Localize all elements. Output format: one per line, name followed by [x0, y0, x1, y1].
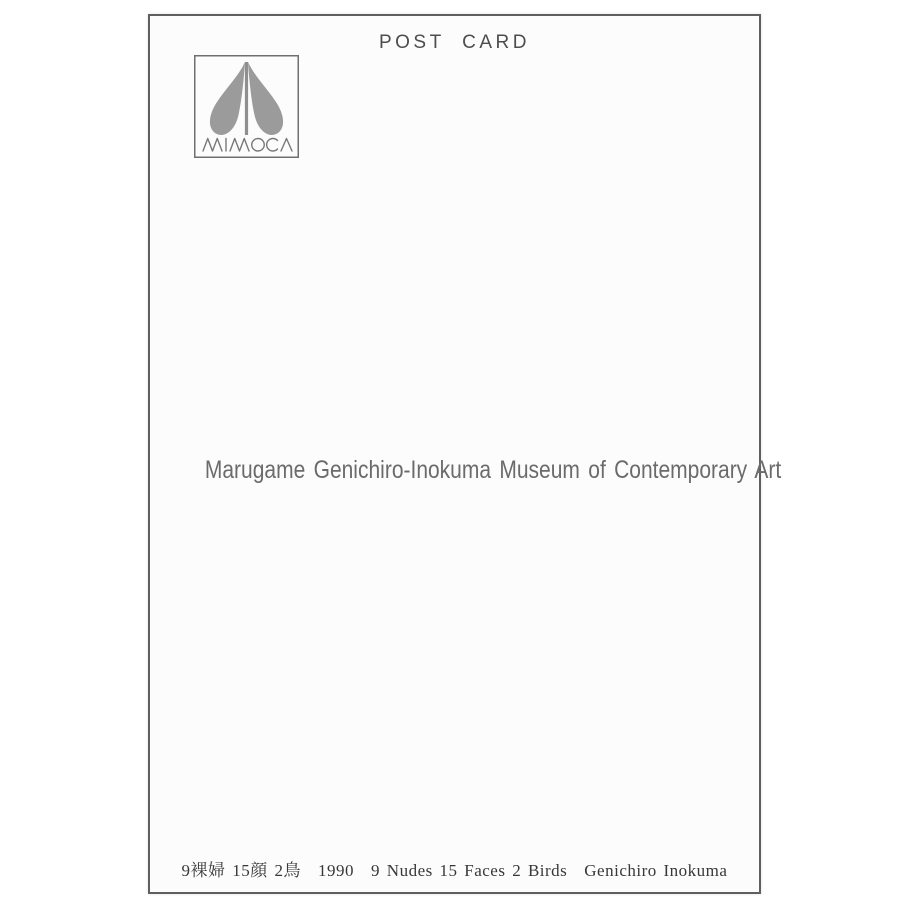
logo-wordmark	[203, 139, 292, 152]
logo-right-petal	[248, 62, 283, 135]
museum-name: Marugame Genichiro-Inokuma Museum of Contemporary Art	[204, 456, 782, 484]
mimoca-logo-icon	[194, 55, 299, 158]
caption-japanese-counts: 9裸婦 15顔 2鳥	[181, 861, 302, 880]
logo-letter-a	[281, 139, 292, 152]
logo-letter-m1	[203, 139, 222, 152]
postcard-label: POST CARD	[378, 32, 530, 53]
museum-name-row	[150, 456, 782, 485]
caption-artist: Genichiro Inokuma	[584, 861, 728, 880]
mimoca-logo	[194, 55, 299, 158]
logo-letter-c	[267, 139, 278, 152]
logo-left-petal	[210, 62, 245, 135]
artwork-caption	[150, 856, 759, 881]
postcard	[148, 14, 782, 894]
caption-year: 1990	[318, 861, 355, 880]
logo-letter-m2	[230, 139, 249, 152]
logo-letter-o	[252, 139, 265, 152]
caption-english-counts: 9 Nudes 15 Faces 2 Birds	[371, 861, 568, 880]
